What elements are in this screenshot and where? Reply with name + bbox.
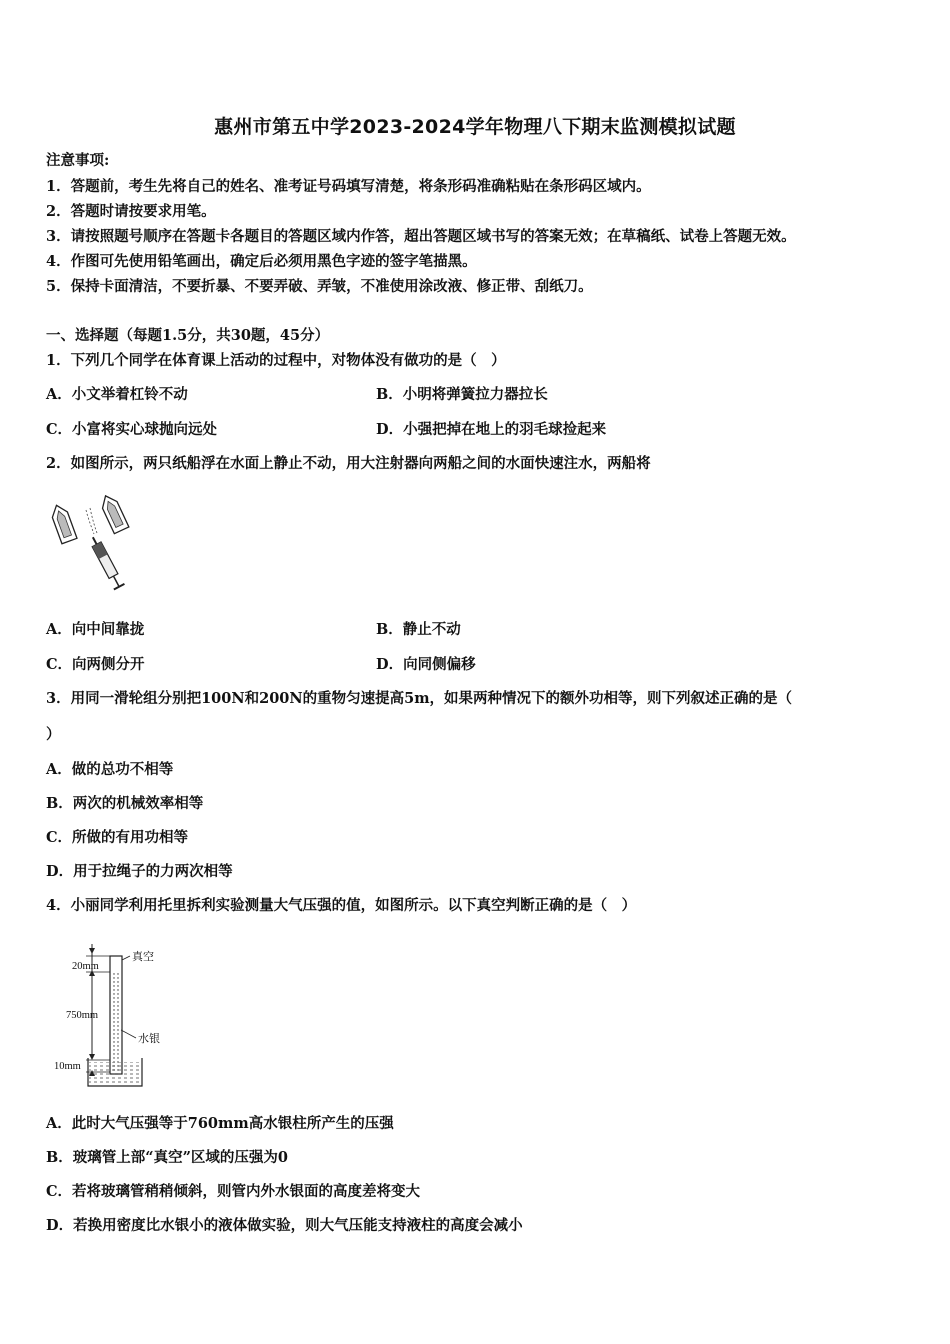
q4-option-b: B．玻璃管上部“真空”区域的压强为0 <box>46 1149 289 1166</box>
q3-stem: 3．用同一滑轮组分别把100N和200N的重物匀速提高5m，如果两种情况下的额外功相等，则下列叙述正确的是（ <box>46 690 793 707</box>
q4-option-c: C．若将玻璃管稍稍倾斜，则管内外水银面的高度差将变大 <box>46 1183 421 1200</box>
page-title: 惠州市第五中学2023-2024学年物理八下期末监测模拟试题 <box>214 116 736 138</box>
notice-item-4: 4．作图可先使用铅笔画出，确定后必须用黑色字迹的签字笔描黑。 <box>46 253 477 270</box>
q4-option-a: A．此时大气压强等于760mm高水银柱所产生的压强 <box>46 1115 394 1132</box>
q3-option-a: A．做的总功不相等 <box>46 761 174 778</box>
notice-item-3: 3．请按照题号顺序在答题卡各题目的答题区域内作答，超出答题区域书写的答案无效；在草稿纸、试卷上答题无效。 <box>46 228 796 245</box>
q1-option-c: C．小富将实心球抛向远处 <box>46 421 218 438</box>
section-heading: 一、选择题（每题1.5分，共30题，45分） <box>46 327 330 344</box>
water-stream <box>86 510 94 534</box>
q1-option-a: A．小文举着杠铃不动 <box>46 386 188 403</box>
boats-syringe-figure <box>44 490 144 600</box>
q2-stem: 2．如图所示，两只纸船浮在水面上静止不动，用大注射器向两船之间的水面快速注水，两船将 <box>46 455 651 472</box>
label-10mm: 10mm <box>54 1061 81 1072</box>
q1-option-b: B．小明将弹簧拉力器拉长 <box>376 386 548 403</box>
syringe <box>88 534 125 589</box>
q3-stem-end: ） <box>46 726 61 743</box>
mercury-column <box>111 972 121 1073</box>
left-boat <box>49 503 77 544</box>
label-20mm: 20mm <box>72 961 99 972</box>
notice-item-1: 1．答题前，考生先将自己的姓名、准考证号码填写清楚，将条形码准确粘贴在条形码区域内。 <box>46 178 651 195</box>
q2-option-d: D．向同侧偏移 <box>376 656 476 673</box>
q4-option-d: D．若换用密度比水银小的液体做实验，则大气压能支持液柱的高度会减小 <box>46 1217 523 1234</box>
q3-option-b: B．两次的机械效率相等 <box>46 795 204 812</box>
label-750mm: 750mm <box>66 1010 99 1021</box>
q1-option-d: D．小强把掉在地上的羽毛球捡起来 <box>376 421 607 438</box>
notice-item-5: 5．保持卡面清洁，不要折暴、不要弄破、弄皱，不准使用涂改液、修正带、刮纸刀。 <box>46 278 593 295</box>
q2-option-a: A．向中间靠拢 <box>46 621 145 638</box>
notice-heading: 注意事项: <box>46 152 110 169</box>
q3-option-d: D．用于拉绳子的力两次相等 <box>46 863 233 880</box>
label-vacuum: 真空 <box>132 951 154 963</box>
q1-stem: 1．下列几个同学在体育课上活动的过程中，对物体没有做功的是（ ） <box>46 352 506 369</box>
q3-option-c: C．所做的有用功相等 <box>46 829 189 846</box>
q2-option-c: C．向两侧分开 <box>46 656 145 673</box>
notice-item-2: 2．答题时请按要求用笔。 <box>46 203 216 220</box>
q4-stem: 4．小丽同学利用托里拆利实验测量大气压强的值，如图所示。以下真空判断正确的是（ ） <box>46 897 637 914</box>
q2-option-b: B．静止不动 <box>376 621 461 638</box>
right-boat <box>98 492 129 533</box>
torricelli-figure <box>52 940 182 1090</box>
label-mercury: 水银 <box>138 1033 160 1045</box>
